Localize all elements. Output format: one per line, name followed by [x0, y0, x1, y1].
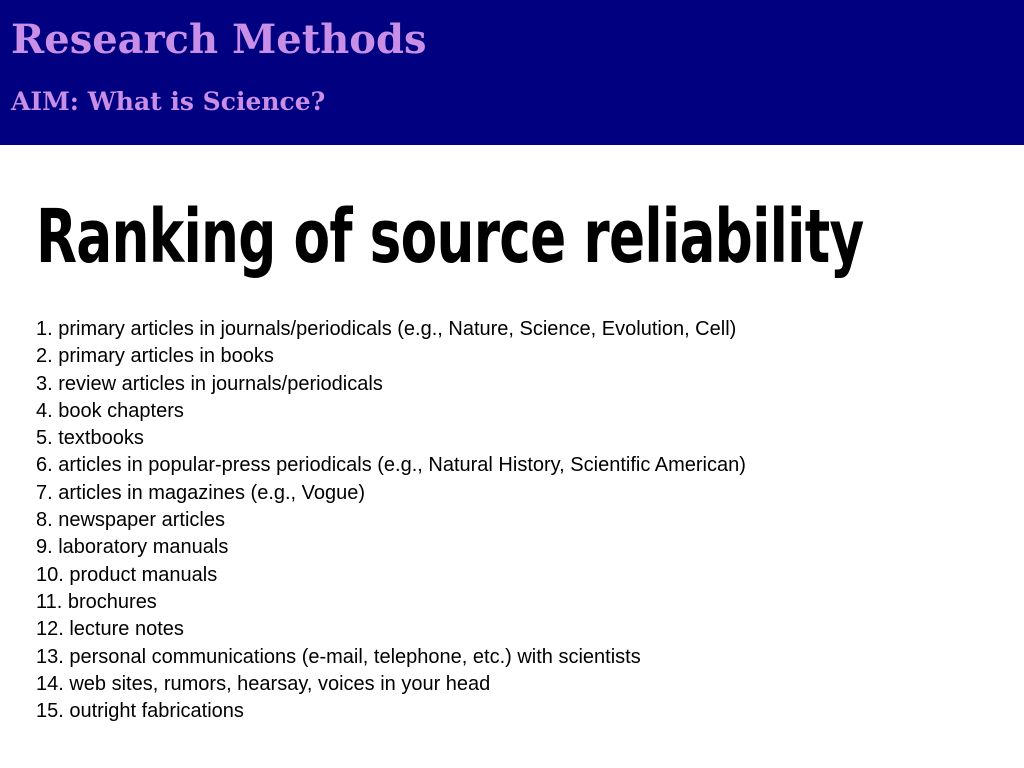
list-item: 13. personal communications (e-mail, telephone, etc.) with scientists — [36, 645, 641, 668]
list-item: 8. newspaper articles — [36, 509, 225, 532]
list-item: 12. lecture notes — [36, 618, 184, 641]
list-item: 3. review articles in journals/periodicals — [36, 372, 383, 395]
header-title: Research Methods — [11, 16, 427, 63]
slide-heading: Ranking of source reliability — [36, 194, 864, 280]
list-item: 10. product manuals — [36, 563, 218, 586]
list-item: 5. textbooks — [36, 427, 144, 450]
ranking-list — [36, 316, 746, 725]
list-item: 1. primary articles in journals/periodicals (e.g., Nature, Science, Evolution, Cell) — [36, 318, 737, 340]
list-item: 2. primary articles in books — [36, 345, 274, 368]
header-banner — [0, 0, 1024, 145]
list-item: 11. brochures — [36, 590, 157, 613]
list-item: 6. articles in popular-press periodicals (e.g., Natural History, Scientific American) — [36, 454, 746, 477]
list-item: 4. book chapters — [36, 399, 184, 422]
list-item: 7. articles in magazines (e.g., Vogue) — [36, 481, 366, 504]
header-subtitle: AIM: What is Science? — [11, 87, 326, 116]
list-item: 14. web sites, rumors, hearsay, voices in your head — [36, 672, 491, 695]
list-item: 15. outright fabrications — [36, 700, 244, 723]
list-item: 9. laboratory manuals — [36, 536, 229, 559]
